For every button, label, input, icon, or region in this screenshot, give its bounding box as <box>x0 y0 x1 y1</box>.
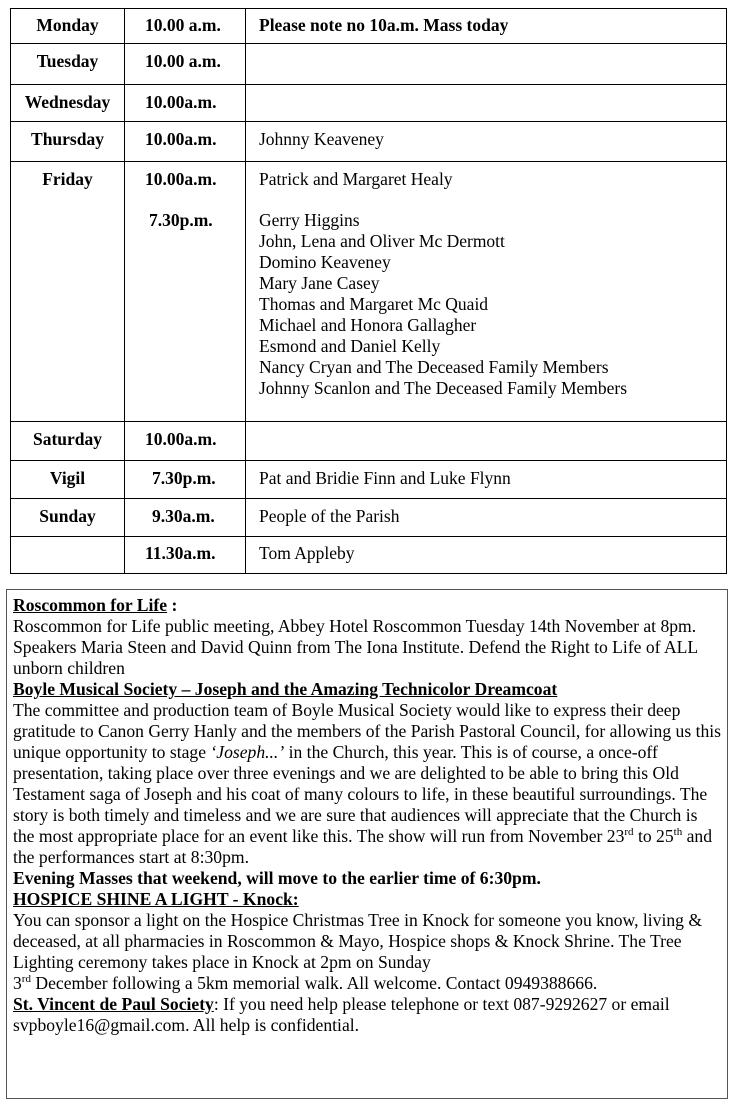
day-cell: Sunday <box>11 499 125 537</box>
notice-boyle-body: The committee and production team of Boyle Musical Society would like to express their deep gratitude to Canon Gerry Hanly and the members of the Parish Pastoral Council, for allowing us this unique opportunity to stage ‘Joseph...’ in the Church, this year. This is of course, a once-off presentation, taking place over three evenings and we are delighted to be able to bring this Old Testament saga of Joseph and his coat of many colours to life, in these beautiful surroundings. The story is both timely and timeless and we are sure that audiences will appreciate that the Church is the most appropriate place for an event like this. The show will run from November 23rd to 25th and the performances start at 8:30pm. <box>13 700 722 867</box>
time-cell: 11.30a.m. <box>125 537 246 574</box>
table-row <box>11 122 727 162</box>
intention-cell: Patrick and Margaret Healy Gerry Higgins John, Lena and Oliver Mc Dermott Domino Keaveney Mary Jane Casey Thomas and Margaret Mc Quaid Michael and Honora Gallagher Esmond and Daniel Kelly Nancy Cryan and The Deceased Family Members Johnny Scanlon and The Deceased Family Members <box>246 162 727 422</box>
time-cell: 10.00 a.m. <box>125 44 246 85</box>
day-cell <box>11 537 125 574</box>
intention-cell: People of the Parish <box>246 499 727 537</box>
life-heading: Roscommon for Life <box>13 595 168 615</box>
table-row <box>11 461 727 499</box>
table-row <box>11 9 727 44</box>
notice-boyle-heading: Boyle Musical Society – Joseph and the Amazing Technicolor Dreamcoat <box>13 679 558 699</box>
time-cell: 10.00a.m. <box>125 422 246 461</box>
day-cell: Vigil <box>11 461 125 499</box>
notice-life-heading: Roscommon for Life : <box>13 595 178 615</box>
table-row <box>11 85 727 122</box>
time-cell: 10.00a.m. 7.30p.m. <box>125 162 246 422</box>
day-cell: Saturday <box>11 422 125 461</box>
day-cell: Thursday <box>11 122 125 162</box>
time-cell: 7.30p.m. <box>125 461 246 499</box>
time-cell: 10.00 a.m. <box>125 9 246 44</box>
time-cell: 10.00a.m. <box>125 122 246 162</box>
intention-cell <box>246 44 727 85</box>
intention-cell <box>246 85 727 122</box>
notice-svp: St. Vincent de Paul Society: If you need help please telephone or text 087-9292627 or email svpboyle16@gmail.com. All help is confidential. <box>13 994 670 1035</box>
time-cell: 9.30a.m. <box>125 499 246 537</box>
day-cell: Wednesday <box>11 85 125 122</box>
intention-cell <box>246 422 727 461</box>
table-row <box>11 537 727 574</box>
notice-hospice-heading: HOSPICE SHINE A LIGHT - Knock: <box>13 889 299 909</box>
notices-box <box>6 589 728 1099</box>
intention-cell: Tom Appleby <box>246 537 727 574</box>
notice-life-body: Roscommon for Life public meeting, Abbey Hotel Roscommon Tuesday 14th November at 8pm. Speakers Maria Steen and David Quinn from The Iona Institute. Defend the Right to Life of ALL unborn children <box>13 616 698 678</box>
notice-evening-masses: Evening Masses that weekend, will move to the earlier time of 6:30pm. <box>13 868 541 888</box>
notice-hospice-body: You can sponsor a light on the Hospice Christmas Tree in Knock for someone you know, living & deceased, at all pharmacies in Roscommon & Mayo, Hospice shops & Knock Shrine. The Tree Lighting ceremony takes place in Knock at 2pm on Sunday 3rd December following a 5km memorial walk. All welcome. Contact 0949388666. <box>13 910 703 993</box>
svp-heading: St. Vincent de Paul Society <box>13 994 214 1014</box>
table-row <box>11 162 727 422</box>
day-cell: Tuesday <box>11 44 125 85</box>
time-cell: 10.00a.m. <box>125 85 246 122</box>
mass-schedule-table <box>10 8 727 574</box>
table-row <box>11 499 727 537</box>
day-cell: Monday <box>11 9 125 44</box>
intention-cell: Johnny Keaveney <box>246 122 727 162</box>
table-row <box>11 422 727 461</box>
day-cell: Friday <box>11 162 125 422</box>
intention-cell: Please note no 10a.m. Mass today <box>246 9 727 44</box>
intention-cell: Pat and Bridie Finn and Luke Flynn <box>246 461 727 499</box>
table-row <box>11 44 727 85</box>
